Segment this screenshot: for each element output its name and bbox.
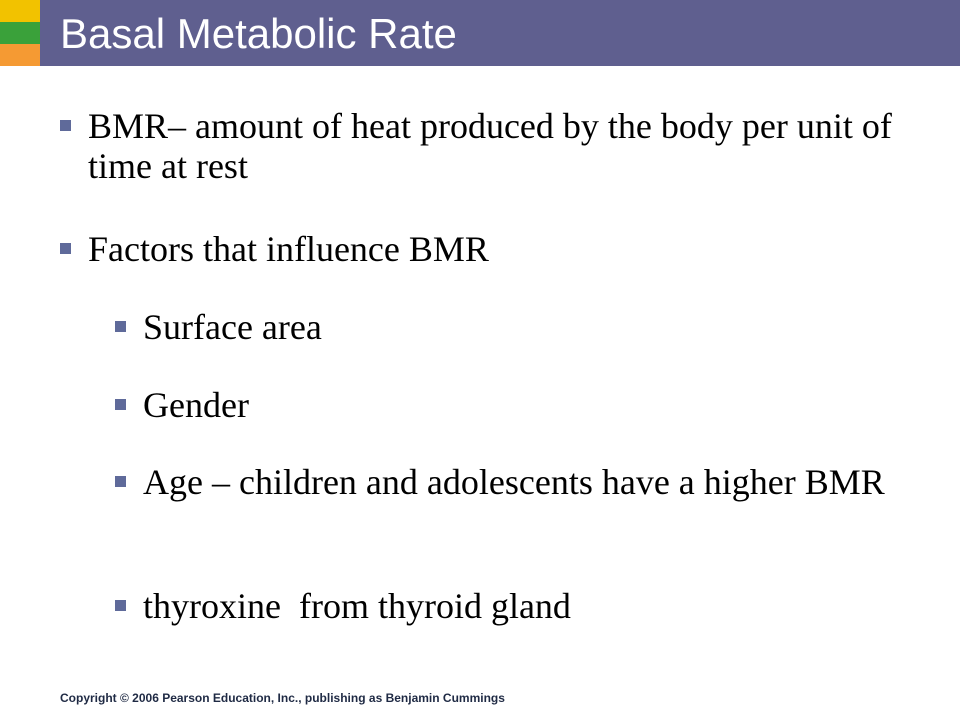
bullet-bmr-definition [60,106,920,186]
square-bullet-icon [60,120,71,131]
bullet-text: Surface area [143,307,322,347]
square-bullet-icon [115,600,126,611]
sub-bullet-gender [115,385,920,425]
bullet-text: Age – children and adolescents have a higher BMR [143,462,885,502]
sub-bullet-age [115,462,920,502]
accent-block-green [0,22,40,44]
bullet-text: BMR– amount of heat produced by the body per unit of time at rest [88,106,892,186]
accent-block-orange [0,44,40,66]
bullet-text: thyroxine from thyroid gland [143,586,571,626]
square-bullet-icon [115,321,126,332]
square-bullet-icon [115,476,126,487]
bullet-text: Gender [143,385,249,425]
slide-title: Basal Metabolic Rate [60,10,457,57]
sub-bullet-surface-area [115,307,920,347]
bullet-factors [60,229,920,269]
accent-block-yellow [0,0,40,22]
square-bullet-icon [115,399,126,410]
sub-bullet-thyroxine [115,586,920,626]
square-bullet-icon [60,243,71,254]
copyright-footer: Copyright © 2006 Pearson Education, Inc., publishing as Benjamin Cummings [60,691,505,705]
bullet-text: Factors that influence BMR [88,229,489,269]
